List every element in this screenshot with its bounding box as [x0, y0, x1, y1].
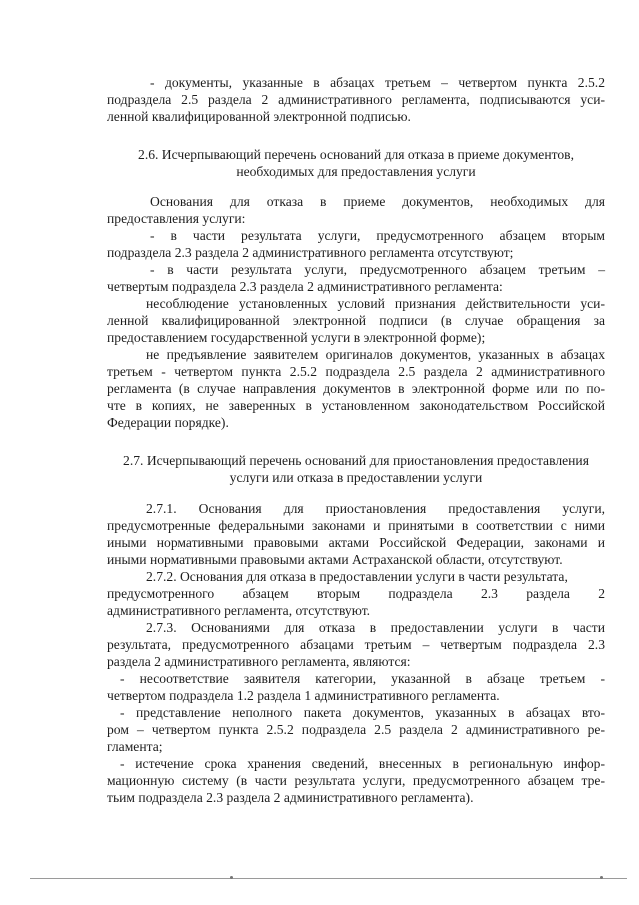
text-line: подраздела 2.3 раздела 2 административного регламента отсутствуют;: [107, 245, 514, 260]
text-line: - в части результата услуги, предусмотренного абзацем третьим –: [150, 262, 605, 277]
text-line: тьим подраздела 2.3 раздела 2 административного регламента).: [107, 790, 474, 805]
text-line: предоставлением государственной услуги в электронной форме);: [107, 330, 486, 345]
scan-mark: [230, 876, 233, 879]
text-line: предусмотренного абзацем вторым подраздела 2.3 раздела 2: [107, 586, 605, 601]
text-line: предусмотренные федеральными законами и принятыми в соответствии с ними: [107, 518, 605, 533]
text-line: гламента;: [107, 739, 163, 754]
text-line: иными нормативными правовыми актами Астраханской области, отсутствуют.: [107, 552, 563, 567]
section-heading-2-6-cont: необходимых для предоставления услуги: [236, 164, 476, 179]
text-line: четвертом подраздела 1.2 раздела 1 административного регламента.: [107, 688, 500, 703]
scan-edge-line: [30, 878, 627, 879]
scan-mark: [600, 876, 603, 879]
text-line: регламента (в случае направления документов в электронной форме или по по-: [107, 381, 605, 396]
text-line: Федерации порядке).: [107, 415, 229, 430]
text-line: предоставления услуги:: [107, 211, 246, 226]
section-heading-2-7-cont: услуги или отказа в предоставлении услуги: [229, 470, 483, 485]
text-line: подраздела 2.5 раздела 2 административного регламента, подписываются уси-: [107, 92, 605, 107]
text-line: 2.7.1. Основания для приостановления предоставления услуги,: [146, 501, 605, 516]
text-line: - истечение срока хранения сведений, внесенных в региональную инфор-: [120, 756, 605, 771]
text-line: чте в копиях, не заверенных в установленном законодательством Российской: [107, 398, 605, 413]
section-heading-2-7: 2.7. Исчерпывающий перечень оснований для приостановления предоставления: [123, 453, 589, 468]
text-line: не предъявление заявителем оригиналов документов, указанных в абзацах: [146, 347, 605, 362]
text-line: несоблюдение установленных условий признания действительности уси-: [146, 296, 605, 311]
text-line: административного регламента, отсутствуют.: [107, 603, 371, 618]
text-line: иными нормативными правовыми актами Российской Федерации, законами и: [107, 535, 605, 550]
text-line: - представление неполного пакета документов, указанных в абзацах вто-: [120, 705, 605, 720]
text-line: результата, предусмотренного абзацами третьим – четвертым подраздела 2.3: [107, 637, 605, 652]
text-line: ром – четвертом пункта 2.5.2 подраздела 2.5 раздела 2 административного ре-: [107, 722, 605, 737]
text-line: - в части результата услуги, предусмотренного абзацем вторым: [150, 228, 605, 243]
text-line: Основания для отказа в приеме документов, необходимых для: [150, 194, 605, 209]
text-line: третьем - четвертом пункта 2.5.2 подраздела 2.5 раздела 2 административного: [107, 364, 605, 379]
text-line: мационную систему (в части результата услуги, предусмотренного абзацем тре-: [107, 773, 605, 788]
text-line: 2.7.3. Основаниями для отказа в предоставлении услуги в части: [146, 620, 605, 635]
text-line: ленной квалифицированной электронной подписи (в случае обращения за: [107, 313, 605, 328]
text-line: - документы, указанные в абзацах третьем – четвертом пункта 2.5.2: [150, 75, 605, 90]
text-line: - несоответствие заявителя категории, указанной в абзаце третьем -: [120, 671, 605, 686]
text-line: четвертым подраздела 2.3 раздела 2 административного регламента:: [107, 279, 503, 294]
text-line: 2.7.2. Основания для отказа в предоставлении услуги в части результата,: [146, 569, 568, 584]
section-heading-2-6: 2.6. Исчерпывающий перечень оснований для отказа в приеме документов,: [138, 147, 574, 162]
text-line: ленной квалифицированной электронной подписью.: [107, 109, 411, 124]
text-line: раздела 2 административного регламента, являются:: [107, 654, 411, 669]
